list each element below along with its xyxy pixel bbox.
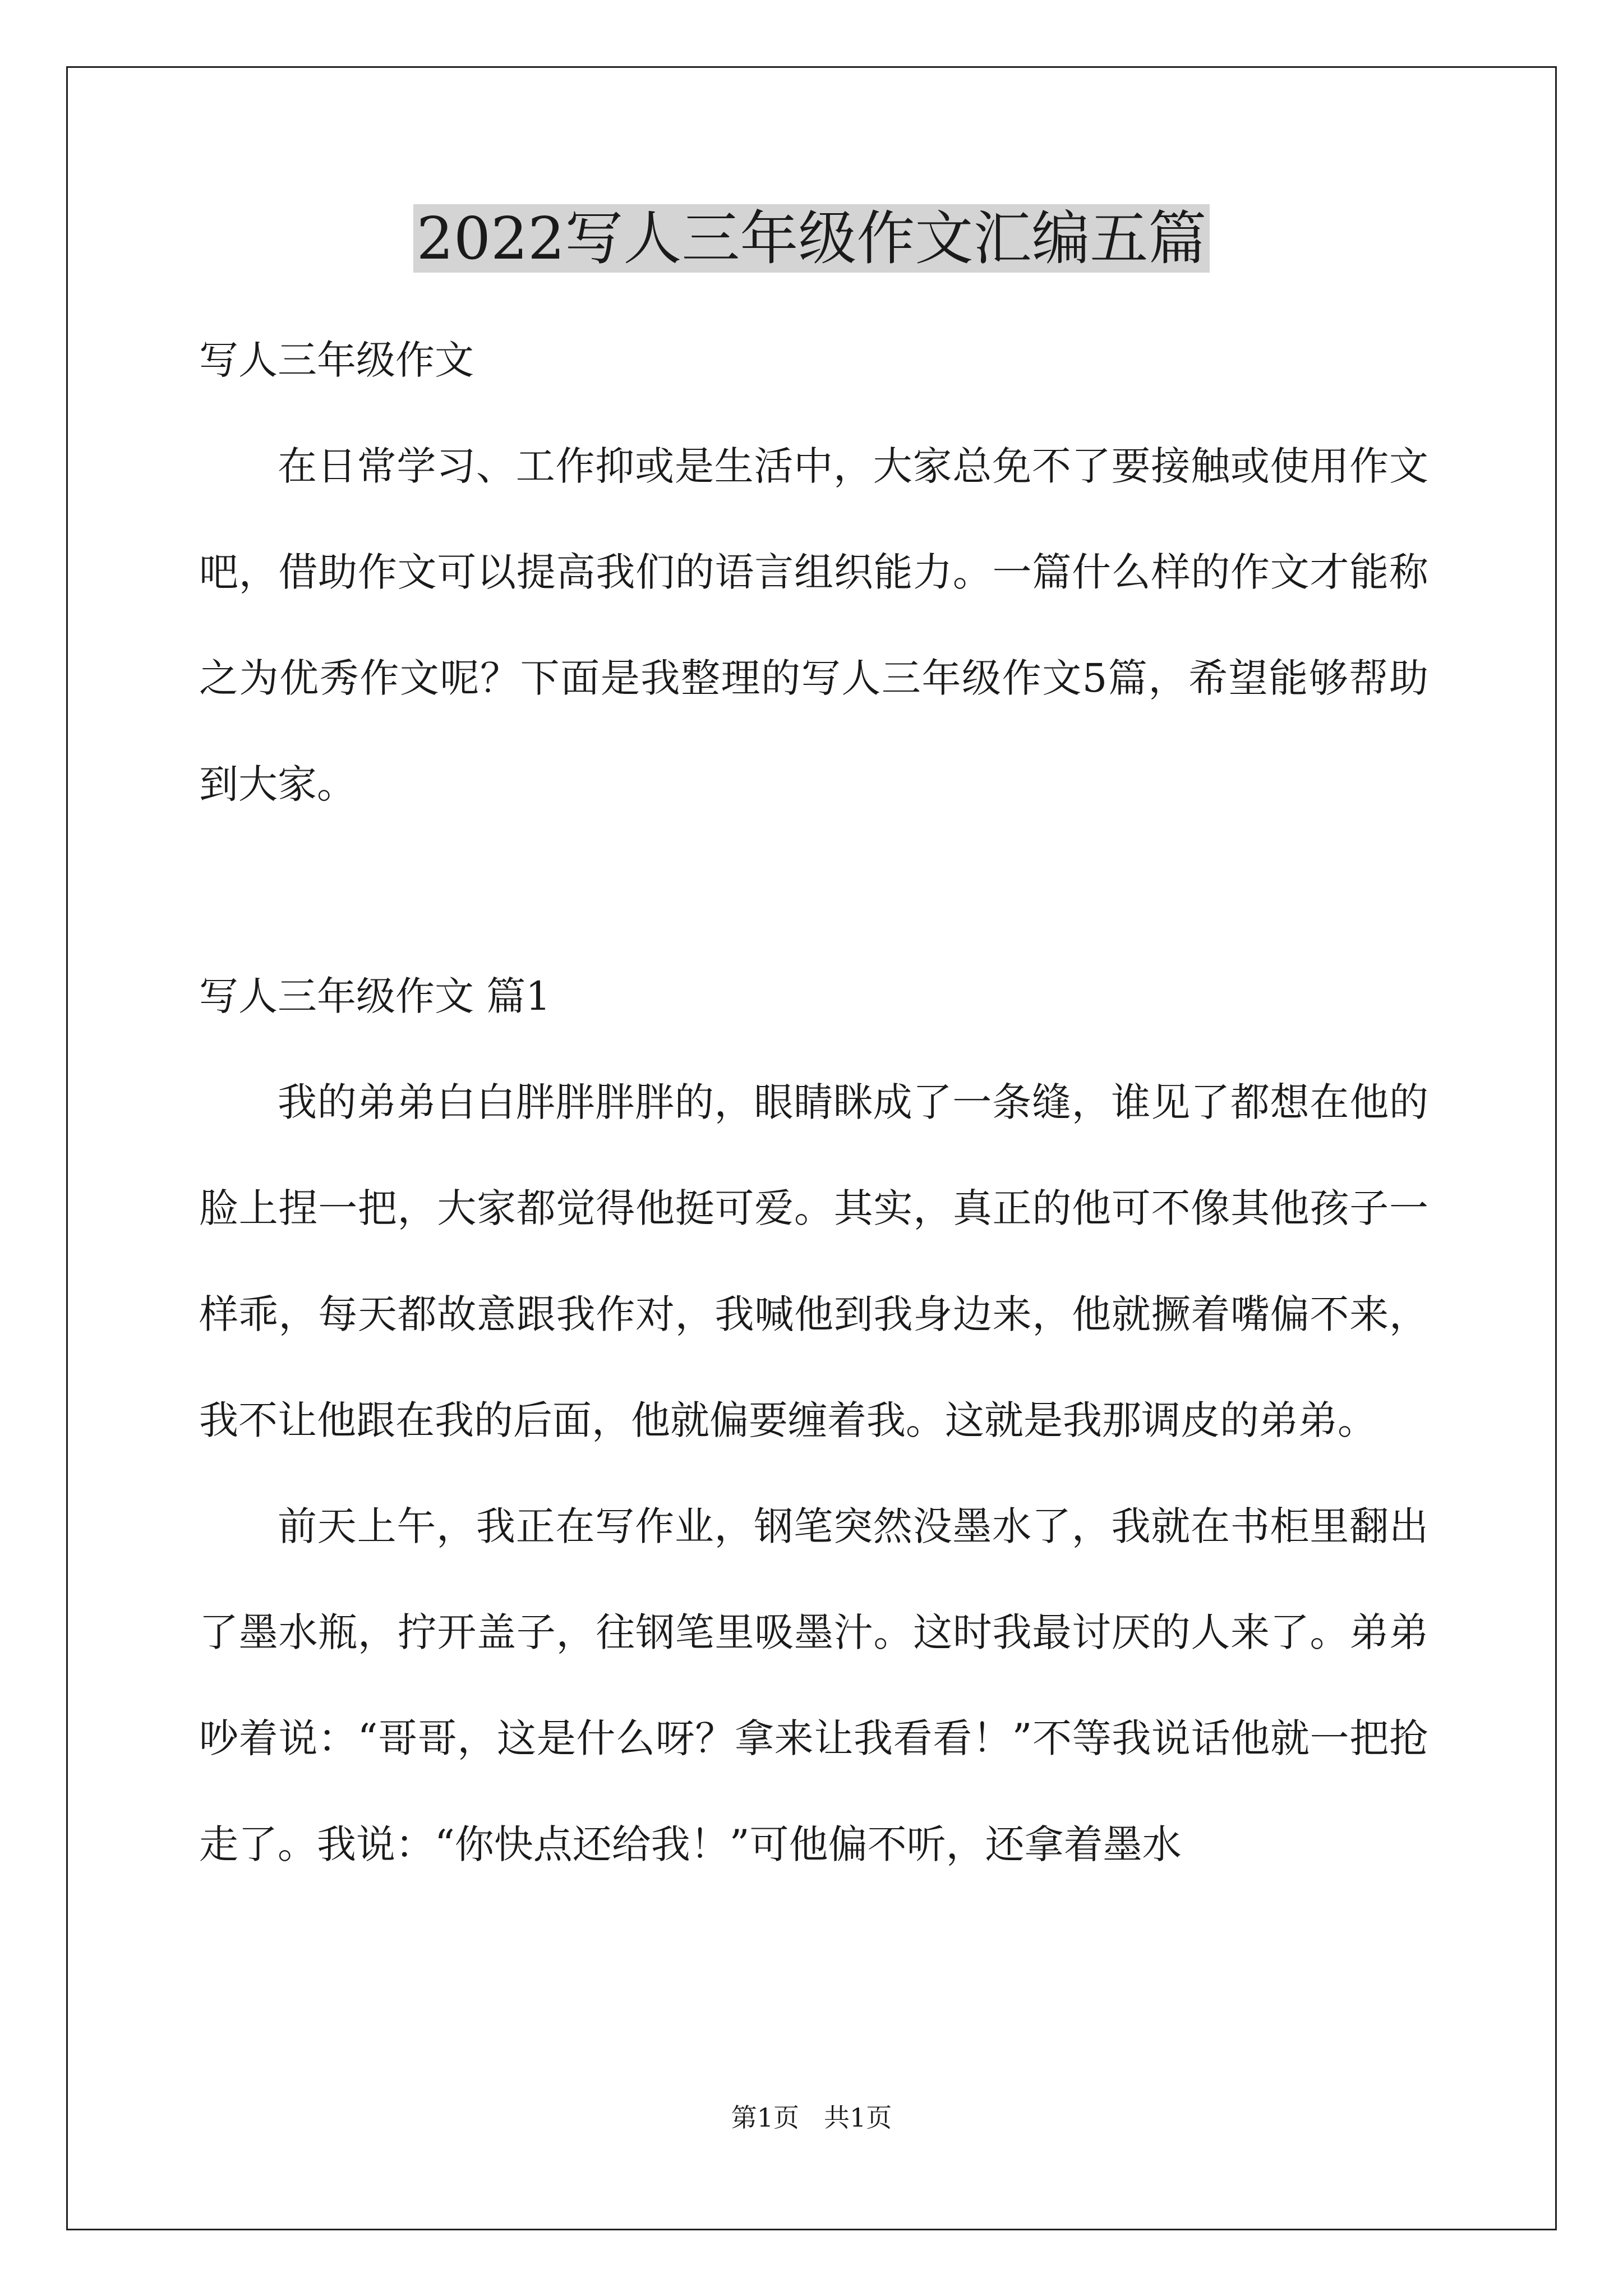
section-heading: 写人三年级作文 篇1 (199, 973, 551, 1019)
blank-line (199, 838, 1428, 944)
page-footer (0, 2101, 1623, 2134)
body-paragraph: 前天上午，我正在写作业，钢笔突然没墨水了，我就在书柜里翻出了墨水瓶，拧开盖子，往钢笔里吸墨汁。这时我最讨厌的人来了。弟弟吵着说：“哥哥，这是什么呀？拿来让我看看！”不等我说话他就一把抢走了。我说：“你快点还给我！”可他偏不听，还拿着墨水 (199, 1503, 1428, 1867)
document-title-text: 2022写人三年级作文汇编五篇 (413, 204, 1210, 273)
document-body (199, 307, 1428, 1898)
intro-heading: 写人三年级作文 (199, 337, 474, 383)
body-paragraph: 我的弟弟白白胖胖胖胖的，眼睛眯成了一条缝，谁见了都想在他的脸上捏一把，大家都觉得他挺可爱。其实，真正的他可不像其他孩子一样乖，每天都故意跟我作对，我喊他到我身边来，他就撅着嘴偏不来，我不让他跟在我的后面，他就偏要缠着我。这就是我那调皮的弟弟。 (199, 1079, 1428, 1443)
page-total: 共1页 (823, 2102, 892, 2133)
page-number: 第1页 (731, 2102, 800, 2133)
document-title (0, 199, 1623, 278)
intro-paragraph: 在日常学习、工作抑或是生活中，大家总免不了要接触或使用作文吧，借助作文可以提高我们的语言组织能力。一篇什么样的作文才能称之为优秀作文呢？下面是我整理的写人三年级作文5篇，希望能够帮助到大家。 (199, 443, 1428, 807)
